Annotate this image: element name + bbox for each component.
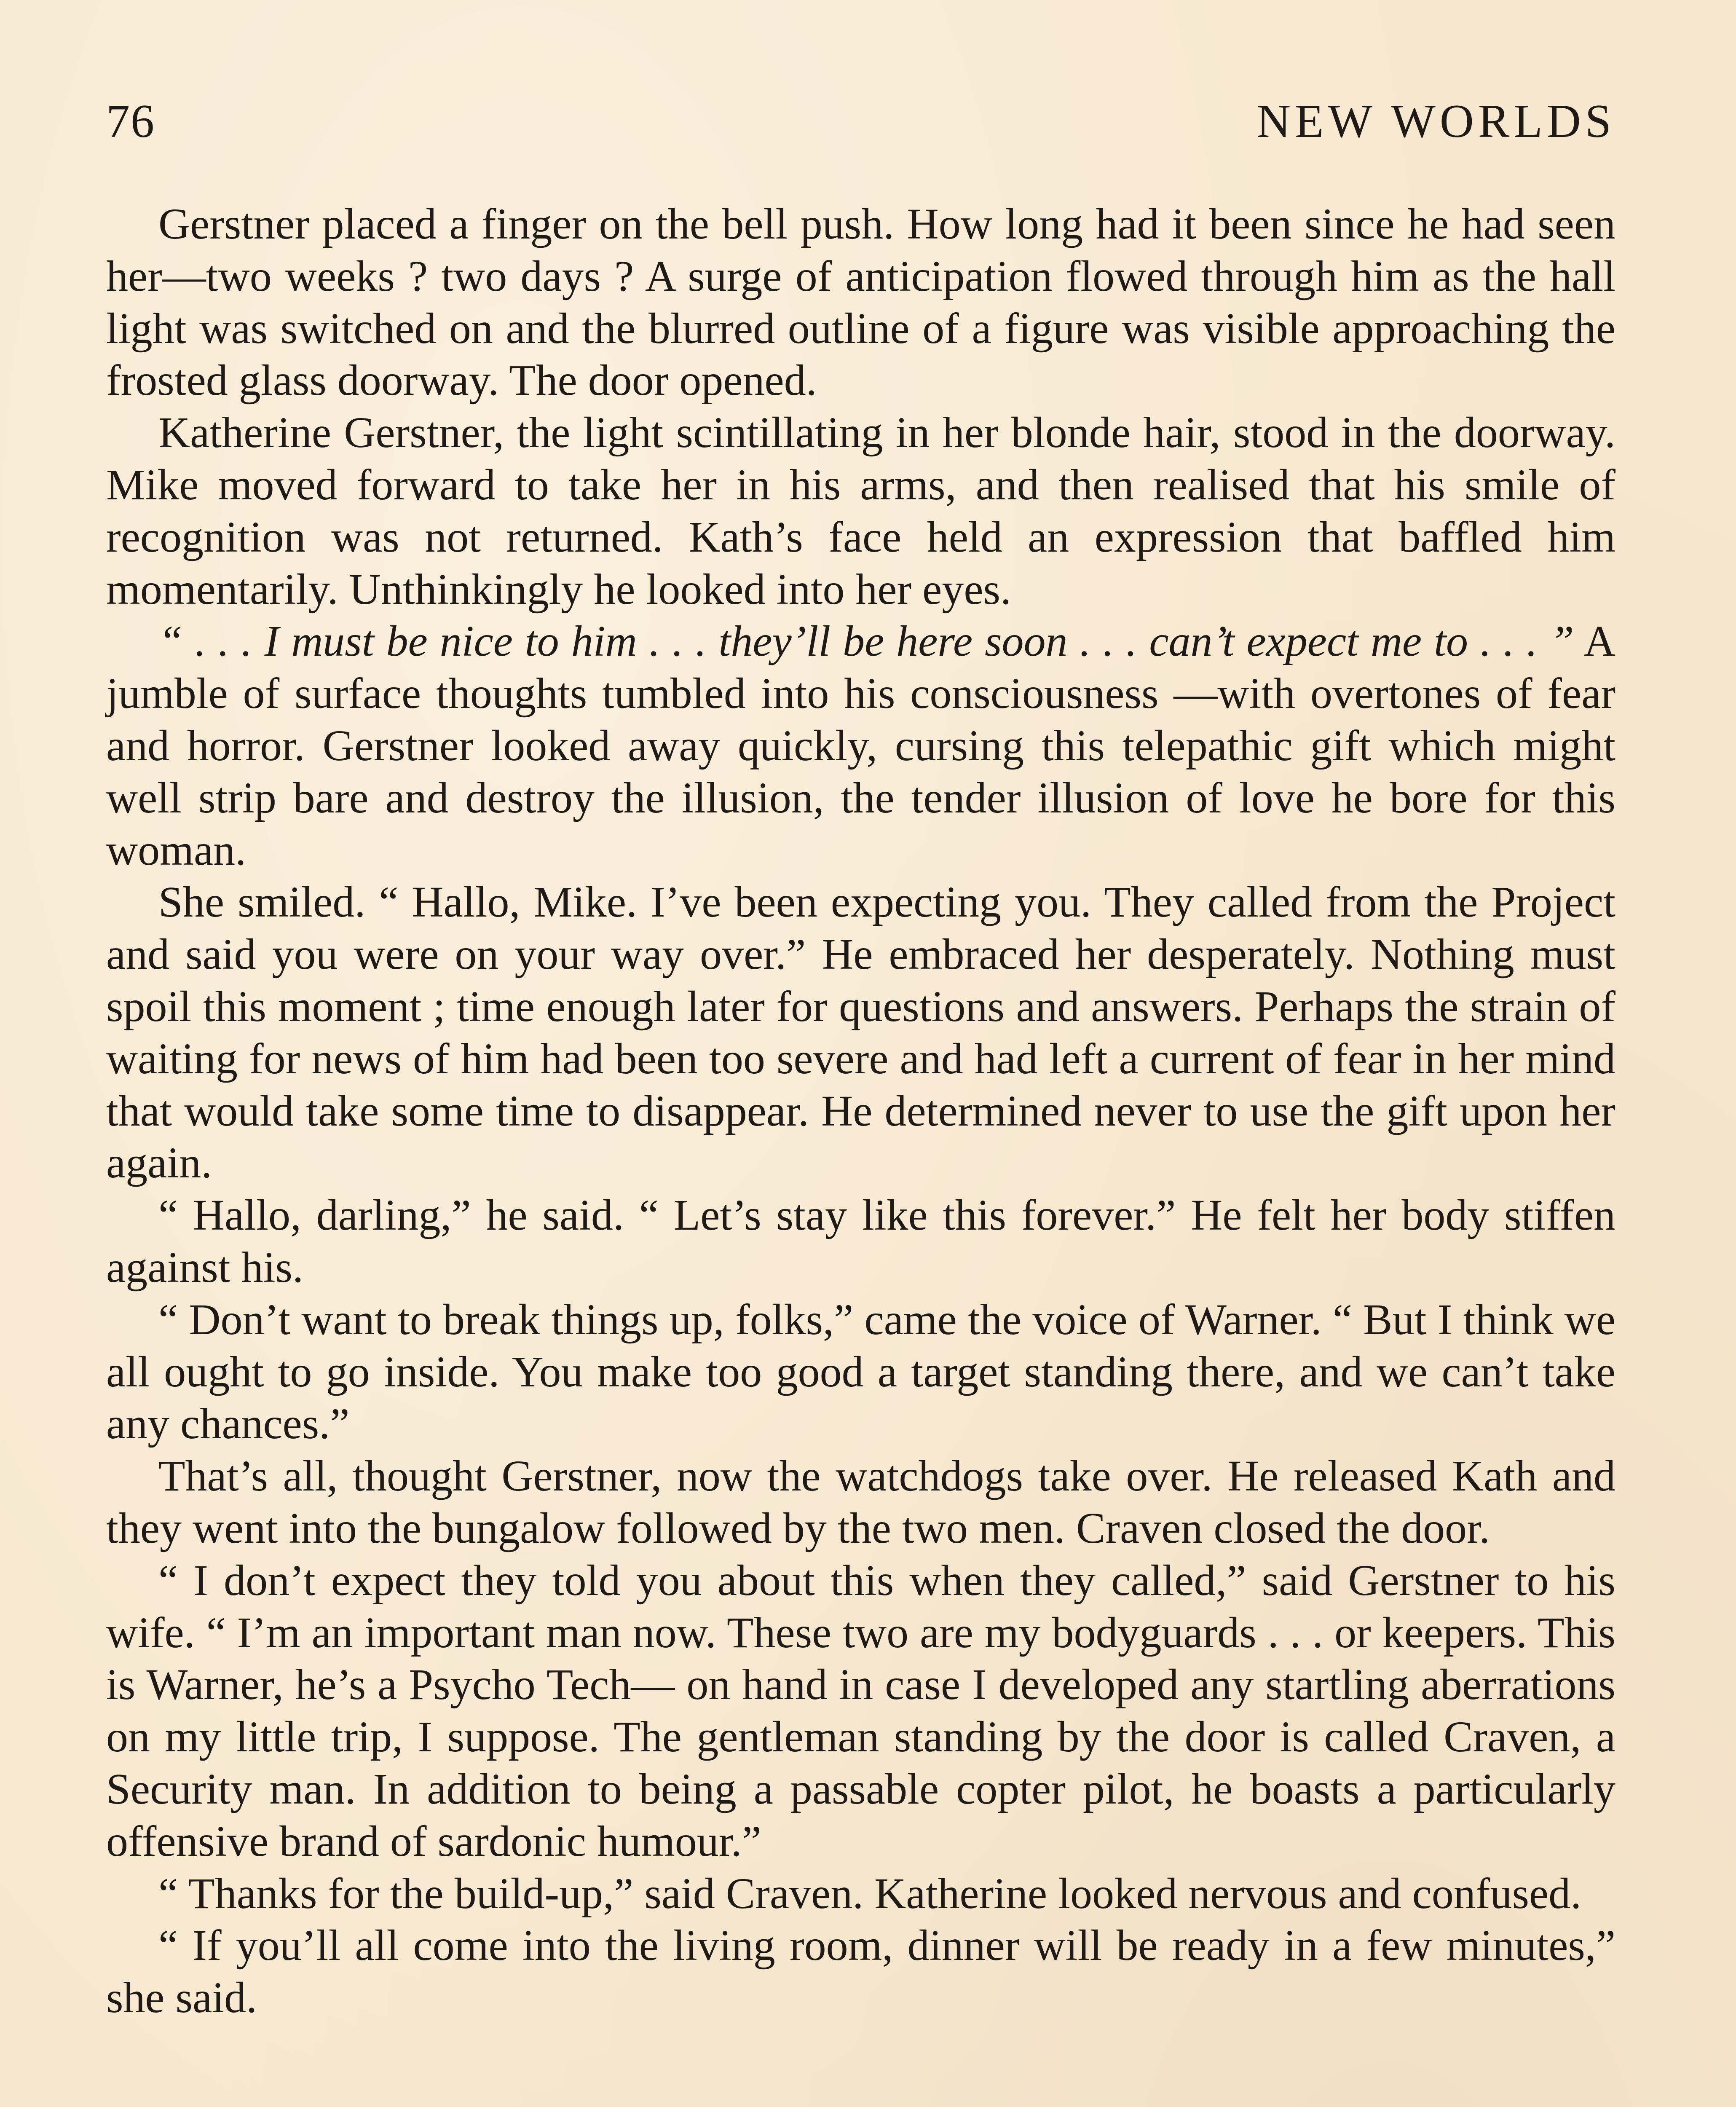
paragraph: She smiled. “ Hallo, Mike. I’ve been expecting you. They called from the Project and said you were on your way over.” He embraced her desperately. Nothing must spoil this moment ; time enough later for questions and answers. Perhaps the strain of waiting for news of him had been too severe and had left a current of fear in her mind that would take some time to disappear. He determined never to use the gift upon her again.	[106, 878, 1615, 1188]
paragraph: “ Hallo, darling,” he said. “ Let’s stay like this forever.” He felt her body stiffen against his.	[106, 1191, 1615, 1292]
paragraph-rest: A jumble of surface thoughts tumbled into his consciousness —with overtones of fear and horror. Gerstner looked away quickly, cursing this telepathic gift which might well strip bare and destroy the illusion, the tender illusion of love he bore for this woman.	[106, 617, 1615, 874]
paragraph: Gerstner placed a finger on the bell push. How long had it been since he had seen her—two weeks ? two days ? A surge of anticipation flowed through him as the hall light was switched on and the blurred outline of a figure was visible approaching the frosted glass doorway. The door opened.	[106, 200, 1615, 405]
paragraph: “ Thanks for the build-up,” said Craven. Katherine looked nervous and confused.	[158, 1869, 1582, 1918]
running-head: NEW WORLDS	[1256, 95, 1615, 147]
paragraph: “ If you’ll all come into the living room, dinner will be ready in a few minutes,” she said.	[106, 1921, 1615, 2022]
paragraph: That’s all, thought Gerstner, now the watchdogs take over. He released Kath and they went into the bungalow followed by the two men. Craven closed the door.	[106, 1452, 1615, 1552]
body-text	[106, 198, 1615, 2107]
paragraph-thoughts	[106, 615, 1615, 876]
paragraph: “ Don’t want to break things up, folks,” came the voice of Warner. “ But I think we all ought to go inside. You make too good a target standing there, and we can’t take any chances.”	[106, 1295, 1615, 1448]
italic-thoughts: “ . . . I must be nice to him . . . they’ll be here soon . . . can’t expect me to . . . ”	[158, 617, 1574, 666]
paragraph: Katherine Gerstner, the light scintillating in her blonde hair, stood in the doorway. Mike moved forward to take her in his arms, and then realised that his smile of recognition was not returned. Kath’s face held an expression that baffled him momentarily. Unthinkingly he looked into her eyes.	[106, 408, 1615, 614]
page-header	[106, 92, 1615, 151]
page-number: 76	[106, 95, 155, 147]
paragraph: “ I don’t expect they told you about this when they called,” said Gerstner to his wife. “ I’m an important man now. These two are my bodyguards . . . or keepers. This is Warner, he’s a Psycho Tech— on hand in case I developed any startling aberrations on my little trip, I suppose. The gentleman standing by the door is called Craven, a Security man. In addition to being a passable copter pilot, he boasts a particularly offensive brand of sardonic humour.”	[106, 1556, 1615, 1866]
